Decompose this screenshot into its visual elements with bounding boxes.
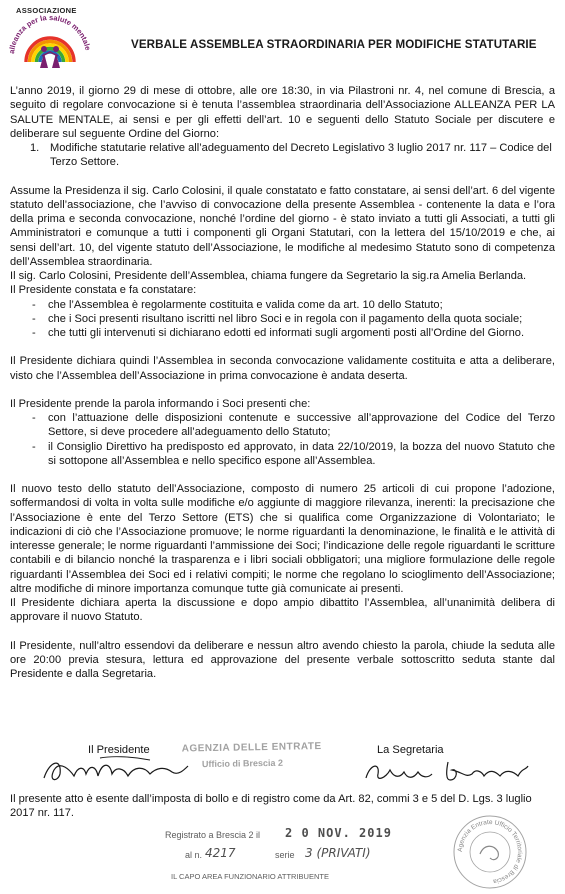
registered-label: Registrato a Brescia 2 il bbox=[165, 830, 261, 840]
association-logo bbox=[4, 2, 94, 82]
series-label: serie bbox=[275, 850, 295, 860]
registration-date: 2 0 NOV. 2019 bbox=[285, 826, 392, 840]
secretary-signature-icon bbox=[362, 754, 532, 788]
informs-item: - il Consiglio Direttivo ha predisposto ed approvato, in data 22/10/2019, la bozza del nuovo Statuto che si sottopone all’Assemblea e nello specifico espone all’Assemblea. bbox=[32, 440, 555, 467]
informs-item-text: il Consiglio Direttivo ha predisposto ed approvato, in data 22/10/2019, la bozza del nuovo Statuto che si sottopone all’Assemblea e nello specifico espone all’Assemblea. bbox=[48, 440, 555, 467]
document-title: VERBALE ASSEMBLEA STRAORDINARIA PER MODIFICHE STATUTARIE bbox=[131, 38, 537, 51]
constata-item-text: che tutti gli intervenuti si dichiarano edotti ed informati sugli argomenti posti all’Ordine del Giorno. bbox=[48, 327, 525, 339]
discussion-paragraph: Il Presidente dichiara aperta la discussione e dopo ampio dibattito l’Assemblea, all’unanimità delibera di approvare il nuovo Statuto. bbox=[10, 597, 555, 624]
rainbow-logo-icon bbox=[4, 12, 94, 76]
svg-text:Agenzia Entrate Ufficio Territ: Agenzia Entrate Ufficio Territoriale di Brescia bbox=[456, 818, 524, 885]
declares-paragraph: Il Presidente dichiara quindi l’Assemblea in seconda convocazione validamente costituita e atta a deliberare, visto che l’Assemblea dell’Associazione in prima convocazione è andata deserta. bbox=[10, 355, 555, 382]
constata-item: - che i Soci presenti risultano iscritti nel libro Soci e in regola con il pagamento della quota sociale; bbox=[32, 312, 523, 325]
secretary-label: La Segretaria bbox=[377, 744, 444, 756]
informs-item: - con l’attuazione delle disposizioni contenute e successive all’approvazione del Codice del Terzo Settore, si deve procedere all’adeguamento dello Statuto; bbox=[32, 412, 555, 439]
stamp-line-1: AGENZIA DELLE ENTRATE bbox=[181, 741, 322, 755]
constata-heading: Il Presidente constata e fa constatare: bbox=[10, 284, 197, 297]
president-label: Il Presidente bbox=[88, 744, 150, 756]
constata-item: - che l’Assemblea è regolarmente costituita e valida come da art. 10 dello Statuto; bbox=[32, 298, 443, 311]
new-statute-paragraph: Il nuovo testo dello statuto dell’Associazione, composto di numero 25 articoli di cui propone l’adozione, soffermandosi di volta in volta sulle modifiche e/o aggiunte di maggiore rilevanza, inerenti: la precisazione che l’Associazione è ente del Terzo Settore (ETS) che si qualifica come Organizzazione di Volontariato; le indicazioni di ciò che l’Associazione promuove; le norme riguardanti la denominazione, le finalità e le attività di interesse generale; le norme riguardanti l’ammissione dei Soci; l’indicazione delle regole riguardanti le scritture contabili e di bilancio nonché la trasparenza e i libri sociali obbligatori; una migliore formulazione delle regole riguardanti l’Assemblea dei Soci ed i relativi compiti; le norme che regolano lo scioglimento dell’Associazione; altre modifiche di minore importanza comunque tutte già comunicate ai presenti. bbox=[10, 483, 555, 595]
registration-number: 4217 bbox=[205, 846, 236, 860]
registration-stamp bbox=[165, 822, 405, 894]
constata-item-text: che i Soci presenti risultano iscritti nel libro Soci e in regola con il pagamento della quota sociale; bbox=[48, 312, 523, 325]
revenue-agency-stamp bbox=[168, 736, 369, 791]
clerk-label: IL CAPO AREA FUNZIONARIO ATTRIBUENTE bbox=[171, 872, 329, 881]
agenda-text: Modifiche statutarie relative all’adeguamento del Decreto Legislativo 3 luglio 2017 nr. 117 – Codice del Terzo Settore. bbox=[50, 142, 552, 169]
closing-paragraph: Il Presidente, null’altro essendovi da deliberare e nessun altro avendo chiesto la parola, chiude la seduta alle ore 20:00 previa stesura, lettura ed approvazione del presente verbale sottoscritto seduta stante dal Presidente e dalla Segretaria. bbox=[10, 639, 555, 680]
registration-series: 3 (PRIVATI) bbox=[305, 846, 371, 860]
stamp-line-2: Ufficio di Brescia 2 bbox=[201, 757, 284, 770]
tax-exemption-note: Il presente atto è esente dall’imposta di bollo e di registro come da Art. 82, commi 3 e 5 del D. Lgs. 3 luglio 2017 nr. 117. bbox=[10, 793, 532, 820]
signature-area bbox=[0, 738, 565, 798]
logo-org-name: ASSOCIAZIONE bbox=[16, 6, 77, 15]
round-office-stamp-icon bbox=[450, 812, 530, 892]
agenda-item bbox=[10, 141, 555, 170]
presidency-paragraph: Assume la Presidenza il sig. Carlo Colosini, il quale constatato e fatto constatare, ai sensi dell’art. 6 del vigente statuto dell’associazione, che l’avviso di convocazione della presente Assemblea - contenente la data e l’ora della prima e seconda convocazione, nonché l’ordine del giorno - è stato inviato a tutti gli Associati, a tutti gli Amministratori e comunque a tutti i componenti gli Organi Statutari, con la lettera del 15/10/2019 e che, ai sensi dell’art. 10, del vigente statuto dell’Associazione, le modifiche al medesimo Statuto sono di competenza dell’Assemblea straordinaria. bbox=[10, 184, 555, 268]
intro-paragraph: L’anno 2019, il giorno 29 di mese di ottobre, alle ore 18:30, in via Pilastroni nr. 4, nel comune di Brescia, a seguito di regolare convocazione si è tenuta l’assemblea straordinaria dell’Associazione ALLEANZA PER LA SALUTE MENTALE, ai sensi e per gli effetti dell’art. 10 e seguenti dello Statuto Sociale per discutere e deliberare sul seguente Ordine del Giorno: bbox=[10, 85, 555, 140]
agenda-number: 1. bbox=[30, 142, 40, 154]
secretary-paragraph: Il sig. Carlo Colosini, Presidente dell’Assemblea, chiama fungere da Segretario la sig.ra Amelia Berlanda. bbox=[10, 270, 527, 282]
constata-item-text: che l’Assemblea è regolarmente costituita e valida come da art. 10 dello Statuto; bbox=[48, 298, 443, 311]
logo-arc-text: alleanza per la salute mentale bbox=[7, 12, 93, 55]
minutes-body bbox=[10, 84, 555, 681]
president-signature-icon bbox=[40, 752, 190, 788]
informs-heading: Il Presidente prende la parola informando i Soci presenti che: bbox=[10, 397, 311, 410]
number-label: al n. bbox=[185, 850, 203, 860]
constata-item: - che tutti gli intervenuti si dichiarano edotti ed informati sugli argomenti posti all’Ordine del Giorno. bbox=[32, 327, 525, 339]
informs-item-text: con l’attuazione delle disposizioni contenute e successive all’approvazione del Codice del Terzo Settore, si deve procedere all’adeguamento dello Statuto; bbox=[48, 412, 555, 439]
